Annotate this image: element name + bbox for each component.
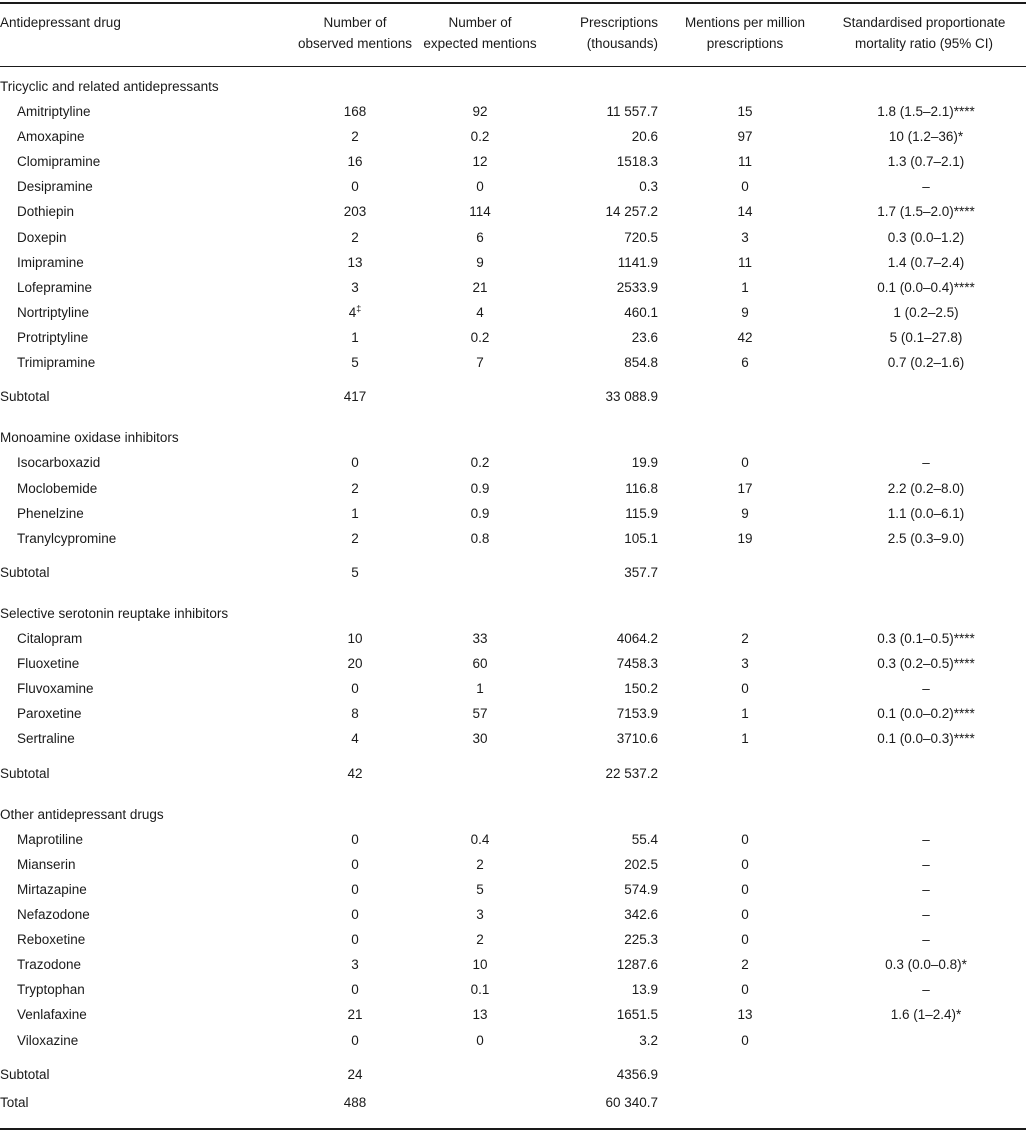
mortality-ratio: – (922, 832, 930, 847)
mortality-ratio: 0.3 (0.0–0.8)* (885, 957, 967, 972)
drug-name: Tranylcypromine (17, 531, 117, 546)
expected-mentions: 0 (476, 179, 484, 194)
subtotal-prescriptions: 4356.9 (616, 1067, 658, 1082)
section-title: Tricyclic and related antidepressants (0, 79, 219, 94)
section-title: Selective serotonin reuptake inhibitors (0, 606, 229, 621)
prescriptions: 2533.9 (616, 280, 658, 295)
section-heading (0, 427, 1026, 449)
mortality-ratio: – (922, 179, 930, 194)
table-row (0, 277, 1026, 299)
drug-name: Maprotiline (17, 832, 84, 847)
drug-name: Trimipramine (17, 355, 96, 370)
mortality-ratio: – (922, 932, 930, 947)
drug-name: Dothiepin (17, 204, 75, 219)
observed-mentions: 3 (351, 280, 359, 295)
mentions-per-million: 9 (741, 506, 749, 521)
observed-mentions: 2 (351, 531, 359, 546)
table-row (0, 201, 1026, 223)
mentions-per-million: 9 (741, 305, 749, 320)
table-row (0, 126, 1026, 148)
mentions-per-million: 0 (741, 179, 749, 194)
mortality-ratio: 0.3 (0.0–1.2) (887, 230, 965, 245)
observed-mentions: 0 (351, 455, 359, 470)
mortality-ratio: 5 (0.1–27.8) (889, 330, 963, 345)
table-row (0, 653, 1026, 675)
drug-name: Doxepin (17, 230, 67, 245)
mortality-ratio: 1.6 (1–2.4)* (890, 1007, 962, 1022)
subtotal-row (0, 763, 1026, 785)
observed-mentions: 168 (343, 104, 367, 119)
drug-name: Amoxapine (17, 129, 85, 144)
section-heading (0, 804, 1026, 826)
prescriptions: 854.8 (624, 355, 658, 370)
table-row (0, 503, 1026, 525)
mentions-per-million: 11 (737, 255, 752, 270)
mentions-per-million: 14 (737, 204, 753, 219)
observed-mentions: 0 (351, 907, 359, 922)
mentions-per-million: 11 (737, 154, 752, 169)
mortality-ratio: – (922, 681, 930, 696)
subtotal-label: Subtotal (0, 565, 50, 580)
subtotal-prescriptions: 357.7 (624, 565, 658, 580)
header-prescriptions: Prescriptions (thousands) (579, 15, 658, 51)
observed-mentions: 0 (351, 857, 359, 872)
bottom-rule (0, 1128, 1026, 1130)
expected-mentions: 0.9 (470, 506, 490, 521)
drug-name: Mianserin (17, 857, 76, 872)
mentions-per-million: 0 (741, 1033, 749, 1048)
subtotal-row (0, 1064, 1026, 1086)
prescriptions: 574.9 (624, 882, 658, 897)
expected-mentions: 6 (476, 230, 484, 245)
expected-mentions: 21 (472, 280, 488, 295)
total-label: Total (0, 1095, 29, 1110)
subtotal-observed: 24 (347, 1067, 363, 1082)
mortality-ratio: 1.1 (0.0–6.1) (887, 506, 965, 521)
drug-name: Nefazodone (17, 907, 90, 922)
prescriptions: 720.5 (624, 230, 658, 245)
drug-name: Desipramine (17, 179, 93, 194)
expected-mentions: 13 (472, 1007, 488, 1022)
prescriptions: 1651.5 (616, 1007, 658, 1022)
header-observed: Number of observed mentions (297, 15, 413, 51)
mortality-ratio: 0.3 (0.1–0.5)**** (877, 631, 975, 646)
observed-mentions: 0 (351, 1033, 359, 1048)
mortality-ratio: 1 (0.2–2.5) (893, 305, 959, 320)
prescriptions: 225.3 (624, 932, 658, 947)
expected-mentions: 0.9 (470, 481, 490, 496)
subtotal-row (0, 386, 1026, 408)
observed-mentions: 2 (351, 481, 359, 496)
expected-mentions: 60 (472, 656, 488, 671)
top-rule (0, 2, 1026, 4)
prescriptions: 115.9 (625, 506, 658, 521)
table-row (0, 904, 1026, 926)
footnote-marker: ‡ (356, 303, 362, 314)
mortality-ratio: 10 (1.2–36)* (888, 129, 964, 144)
table-row (0, 929, 1026, 951)
mortality-ratio: 2.2 (0.2–8.0) (887, 481, 965, 496)
prescriptions: 7153.9 (616, 706, 658, 721)
section-heading (0, 76, 1026, 98)
mortality-ratio: – (922, 882, 930, 897)
expected-mentions: 4 (476, 305, 484, 320)
mentions-per-million: 1 (741, 731, 749, 746)
mentions-per-million: 1 (741, 280, 749, 295)
total-observed: 488 (343, 1095, 367, 1110)
drug-name: Citalopram (17, 631, 83, 646)
header-rule (0, 66, 1026, 67)
mortality-ratio: 0.1 (0.0–0.2)**** (877, 706, 975, 721)
mortality-ratio: 0.3 (0.2–0.5)**** (877, 656, 975, 671)
expected-mentions: 30 (472, 731, 488, 746)
mentions-per-million: 0 (741, 907, 749, 922)
table-row (0, 703, 1026, 725)
mortality-ratio: – (922, 982, 930, 997)
observed-mentions: 4 (351, 731, 359, 746)
table-row (0, 728, 1026, 750)
mentions-per-million: 2 (741, 631, 749, 646)
subtotal-prescriptions: 22 537.2 (605, 766, 658, 781)
prescriptions: 55.4 (631, 832, 658, 847)
header-per-million: Mentions per million prescriptions (684, 15, 806, 51)
mentions-per-million: 42 (737, 330, 753, 345)
table-row (0, 327, 1026, 349)
table-row (0, 829, 1026, 851)
drug-name: Nortriptyline (17, 305, 90, 320)
table-row (0, 478, 1026, 500)
expected-mentions: 10 (472, 957, 488, 972)
expected-mentions: 0.2 (470, 455, 490, 470)
drug-name: Imipramine (17, 255, 84, 270)
table-row (0, 528, 1026, 550)
table-row (0, 979, 1026, 1001)
table-row (0, 252, 1026, 274)
observed-mentions: 0 (351, 179, 359, 194)
header-ratio: Standardised proportionate mortality ratio (95% CI) (842, 15, 1006, 51)
total-row (0, 1092, 1026, 1114)
expected-mentions: 0.2 (470, 129, 490, 144)
observed-mentions: 4‡ (348, 303, 362, 320)
header-expected: Number of expected mentions (423, 15, 537, 51)
prescriptions: 1287.6 (616, 957, 658, 972)
observed-mentions: 203 (343, 204, 367, 219)
mentions-per-million: 3 (741, 230, 749, 245)
subtotal-label: Subtotal (0, 1067, 50, 1082)
prescriptions: 1141.9 (617, 255, 658, 270)
expected-mentions: 0.1 (470, 982, 490, 997)
prescriptions: 19.9 (631, 455, 658, 470)
expected-mentions: 12 (472, 154, 488, 169)
drug-name: Sertraline (17, 731, 75, 746)
prescriptions: 1518.3 (616, 154, 658, 169)
table-row (0, 151, 1026, 173)
observed-mentions: 13 (347, 255, 363, 270)
total-prescriptions: 60 340.7 (605, 1095, 658, 1110)
mortality-ratio: 1.4 (0.7–2.4) (887, 255, 965, 270)
observed-mentions: 0 (351, 882, 359, 897)
prescriptions: 20.6 (631, 129, 658, 144)
table-row (0, 1030, 1026, 1052)
drug-name: Reboxetine (17, 932, 86, 947)
drug-name: Protriptyline (17, 330, 89, 345)
observed-mentions: 2 (351, 230, 359, 245)
drug-name: Moclobemide (17, 481, 98, 496)
prescriptions: 7458.3 (616, 656, 658, 671)
observed-mentions: 20 (347, 656, 363, 671)
mentions-per-million: 1 (741, 706, 749, 721)
prescriptions: 3710.6 (616, 731, 658, 746)
mentions-per-million: 0 (741, 882, 749, 897)
expected-mentions: 2 (476, 932, 484, 947)
prescriptions: 116.8 (625, 481, 658, 496)
observed-mentions: 5 (351, 355, 359, 370)
expected-mentions: 9 (476, 255, 484, 270)
mentions-per-million: 15 (737, 104, 753, 119)
drug-name: Fluoxetine (17, 656, 80, 671)
prescriptions: 202.5 (624, 857, 658, 872)
mortality-ratio: 1.3 (0.7–2.1) (887, 154, 965, 169)
header-drug: Antidepressant drug (0, 15, 121, 30)
expected-mentions: 33 (472, 631, 488, 646)
prescriptions: 342.6 (624, 907, 658, 922)
mortality-ratio: – (922, 857, 930, 872)
drug-name: Clomipramine (17, 154, 101, 169)
drug-name: Trazodone (17, 957, 82, 972)
table-row (0, 954, 1026, 976)
table-row (0, 854, 1026, 876)
expected-mentions: 1 (476, 681, 484, 696)
expected-mentions: 57 (472, 706, 488, 721)
subtotal-observed: 42 (347, 766, 363, 781)
observed-mentions: 10 (347, 631, 363, 646)
drug-name: Fluvoxamine (17, 681, 94, 696)
mentions-per-million: 97 (737, 129, 753, 144)
subtotal-observed: 417 (343, 389, 367, 404)
table-row (0, 352, 1026, 374)
drug-name: Tryptophan (17, 982, 85, 997)
prescriptions: 23.6 (631, 330, 658, 345)
observed-mentions: 1 (351, 506, 359, 521)
observed-mentions: 16 (347, 154, 363, 169)
mentions-per-million: 3 (741, 656, 749, 671)
expected-mentions: 3 (476, 907, 484, 922)
prescriptions: 14 257.2 (605, 204, 658, 219)
subtotal-observed: 5 (351, 565, 359, 580)
table-row (0, 227, 1026, 249)
prescriptions: 460.1 (624, 305, 658, 320)
expected-mentions: 0.4 (470, 832, 490, 847)
expected-mentions: 0.2 (470, 330, 490, 345)
observed-mentions: 0 (351, 932, 359, 947)
mentions-per-million: 0 (741, 832, 749, 847)
section-heading (0, 603, 1026, 625)
drug-name: Isocarboxazid (17, 455, 101, 470)
drug-name: Phenelzine (17, 506, 84, 521)
subtotal-prescriptions: 33 088.9 (605, 389, 658, 404)
observed-mentions: 21 (347, 1007, 363, 1022)
prescriptions: 11 557.7 (606, 104, 658, 119)
mentions-per-million: 0 (741, 681, 749, 696)
mortality-ratio: 0.1 (0.0–0.4)**** (877, 280, 975, 295)
table-row (0, 101, 1026, 123)
drug-name: Amitriptyline (17, 104, 91, 119)
mentions-per-million: 2 (741, 957, 749, 972)
mortality-ratio: 1.8 (1.5–2.1)**** (877, 104, 975, 119)
mortality-ratio: – (922, 455, 930, 470)
table-row (0, 879, 1026, 901)
prescriptions: 0.3 (639, 179, 658, 194)
table-row (0, 628, 1026, 650)
prescriptions: 13.9 (631, 982, 658, 997)
drug-name: Viloxazine (17, 1033, 79, 1048)
expected-mentions: 0.8 (470, 531, 490, 546)
mentions-per-million: 19 (737, 531, 753, 546)
drug-name: Venlafaxine (17, 1007, 87, 1022)
subtotal-row (0, 562, 1026, 584)
mentions-per-million: 0 (741, 982, 749, 997)
mentions-per-million: 6 (741, 355, 749, 370)
section-title: Other antidepressant drugs (0, 807, 164, 822)
prescriptions: 150.2 (624, 681, 658, 696)
subtotal-label: Subtotal (0, 389, 50, 404)
mentions-per-million: 0 (741, 455, 749, 470)
mentions-per-million: 0 (741, 857, 749, 872)
section-title: Monoamine oxidase inhibitors (0, 430, 179, 445)
observed-mentions: 3 (351, 957, 359, 972)
expected-mentions: 92 (472, 104, 488, 119)
table-row (0, 1004, 1026, 1026)
table-row (0, 678, 1026, 700)
mentions-per-million: 13 (737, 1007, 753, 1022)
expected-mentions: 2 (476, 857, 484, 872)
drug-name: Lofepramine (17, 280, 93, 295)
expected-mentions: 7 (476, 355, 484, 370)
mortality-ratio: 0.1 (0.0–0.3)**** (877, 731, 975, 746)
mortality-ratio: 0.7 (0.2–1.6) (887, 355, 965, 370)
expected-mentions: 5 (476, 882, 484, 897)
observed-mentions: 0 (351, 982, 359, 997)
expected-mentions: 114 (469, 204, 491, 219)
mortality-ratio: 1.7 (1.5–2.0)**** (877, 204, 975, 219)
drug-name: Paroxetine (17, 706, 82, 721)
observed-mentions: 8 (351, 706, 359, 721)
table-row (0, 452, 1026, 474)
prescriptions: 4064.2 (616, 631, 658, 646)
observed-mentions: 0 (351, 832, 359, 847)
observed-mentions: 0 (351, 681, 359, 696)
subtotal-label: Subtotal (0, 766, 50, 781)
mortality-ratio: 2.5 (0.3–9.0) (887, 531, 965, 546)
drug-name: Mirtazapine (17, 882, 87, 897)
mortality-ratio: – (922, 907, 930, 922)
table-row (0, 302, 1026, 324)
mentions-per-million: 17 (737, 481, 753, 496)
mentions-per-million: 0 (741, 932, 749, 947)
observed-mentions: 2 (351, 129, 359, 144)
prescriptions: 105.1 (624, 531, 658, 546)
observed-mentions: 1 (351, 330, 359, 345)
expected-mentions: 0 (476, 1033, 484, 1048)
prescriptions: 3.2 (639, 1033, 658, 1048)
table-row (0, 176, 1026, 198)
